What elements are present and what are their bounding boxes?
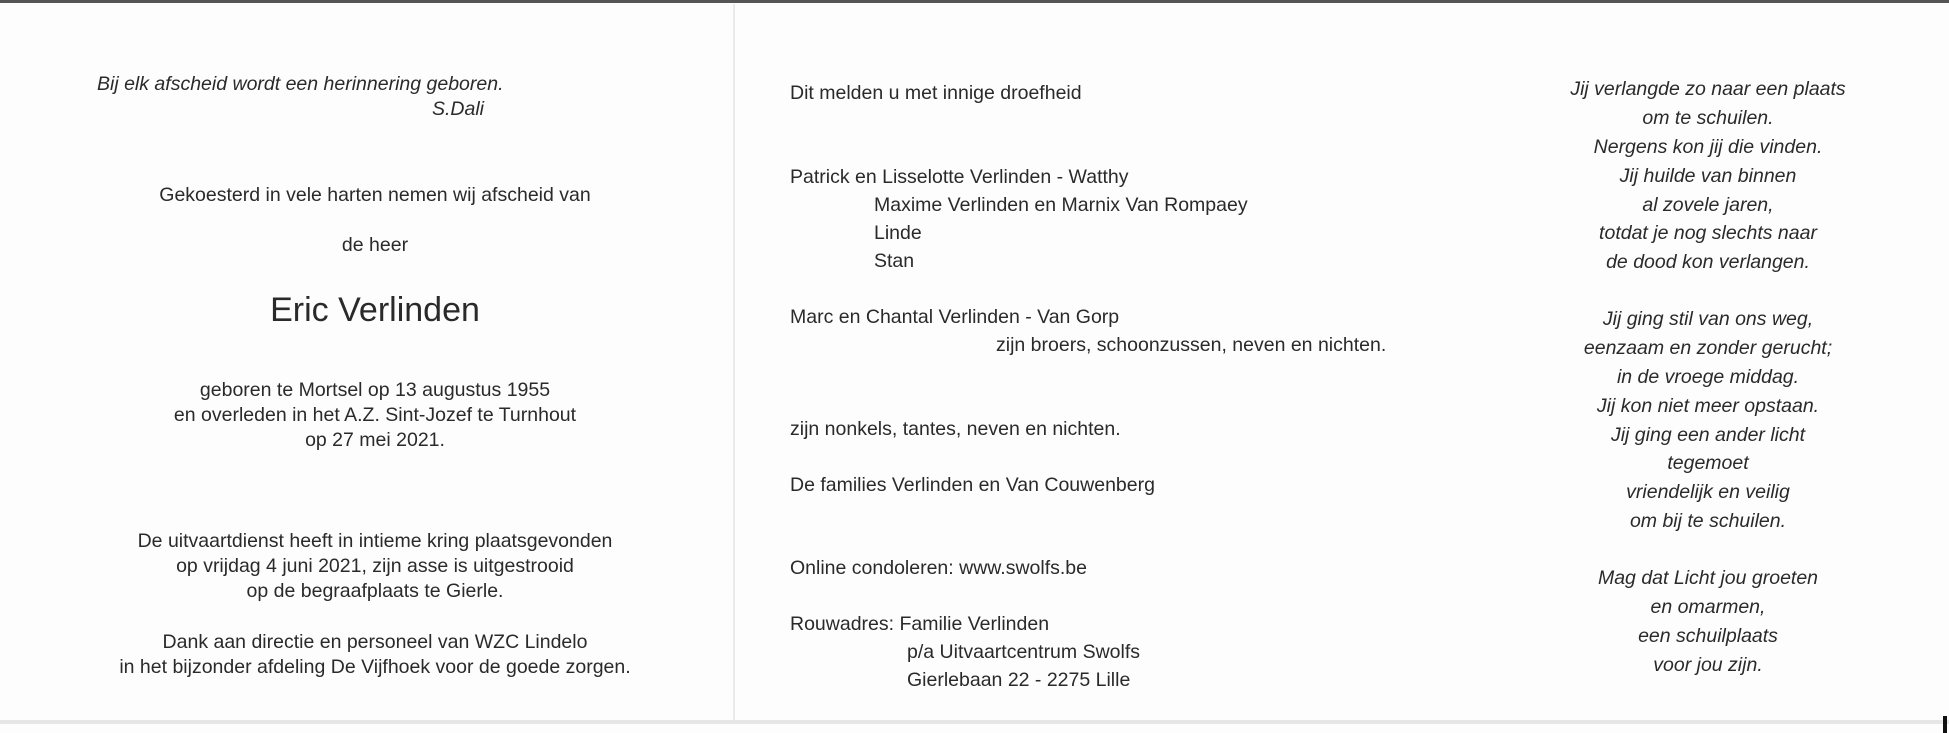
service-line-3: op de begraafplaats te Gierle. — [246, 580, 504, 602]
death-text: en overleden in het A.Z. Sint-Jozef te Turnhout — [173, 404, 577, 426]
thanks-line-2: in het bijzonder afdeling De Vijfhoek voor de goede zorgen. — [119, 656, 631, 678]
intro-text: Gekoesterd in vele harten nemen wij afscheid van — [159, 184, 591, 206]
poem-line: een schuilplaats — [1638, 625, 1778, 647]
poem-line: in de vroege middag. — [1616, 366, 1800, 388]
family-line-1b: Linde — [874, 222, 922, 244]
poem-line: al zovele jaren, — [1642, 194, 1774, 216]
quote: Bij elk afscheid wordt een herinnering geboren. — [97, 73, 504, 95]
honorific: de heer — [341, 234, 409, 256]
death-date: op 27 mei 2021. — [305, 429, 445, 451]
poem-line: Jij ging een ander licht — [1610, 424, 1806, 446]
family-line-1a: Maxime Verlinden en Marnix Van Rompaey — [874, 194, 1248, 216]
poem-line: en omarmen, — [1650, 596, 1766, 618]
poem-line: om te schuilen. — [1642, 107, 1774, 129]
family-line-2: Marc en Chantal Verlinden - Van Gorp — [790, 306, 1120, 328]
fold-line — [733, 4, 735, 720]
online-condolence: Online condoleren: www.swolfs.be — [790, 557, 1087, 579]
address-line-2: p/a Uitvaartcentrum Swolfs — [907, 641, 1141, 663]
poem-line: om bij te schuilen. — [1629, 510, 1787, 532]
poem-line: Jij kon niet meer opstaan. — [1596, 395, 1820, 417]
poem-line: Jij huilde van binnen — [1619, 165, 1797, 187]
poem-line: Nergens kon jij die vinden. — [1593, 136, 1823, 158]
relation-line: zijn broers, schoonzussen, neven en nichten. — [996, 334, 1387, 356]
service-line-1: De uitvaartdienst heeft in intieme kring plaatsgevonden — [137, 530, 613, 552]
poem-line: totdat je nog slechts naar — [1599, 222, 1817, 244]
address-line-3: Gierlebaan 22 - 2275 Lille — [907, 669, 1131, 691]
poem-line: vriendelijk en veilig — [1626, 481, 1790, 503]
uncles-line: zijn nonkels, tantes, neven en nichten. — [790, 418, 1121, 440]
scan-mark — [1943, 716, 1947, 733]
poem-line: eenzaam en zonder gerucht; — [1583, 337, 1833, 359]
thanks-line-1: Dank aan directie en personeel van WZC Lindelo — [162, 631, 588, 653]
birth-text: geboren te Mortsel op 13 augustus 1955 — [199, 379, 551, 401]
family-line-1c: Stan — [874, 250, 915, 272]
family-line-1: Patrick en Lisselotte Verlinden - Watthy — [790, 166, 1129, 188]
families-line: De families Verlinden en Van Couwenberg — [790, 474, 1155, 496]
poem-line: Jij ging stil van ons weg, — [1602, 308, 1814, 330]
address-line-1: Rouwadres: Familie Verlinden — [790, 613, 1050, 635]
poem-line: voor jou zijn. — [1653, 654, 1763, 676]
quote-author: S.Dali — [432, 98, 485, 120]
top-border — [0, 0, 1949, 3]
service-line-2: op vrijdag 4 juni 2021, zijn asse is uitgestrooid — [176, 555, 574, 577]
poem-line: tegemoet — [1667, 452, 1749, 474]
announcement: Dit melden u met innige droefheid — [790, 82, 1082, 104]
poem-line: Jij verlangde zo naar een plaats — [1570, 78, 1846, 100]
poem-line: Mag dat Licht jou groeten — [1597, 567, 1819, 589]
poem-line: de dood kon verlangen. — [1606, 251, 1810, 273]
deceased-name: Eric Verlinden — [270, 291, 480, 329]
bottom-border — [0, 720, 1949, 724]
